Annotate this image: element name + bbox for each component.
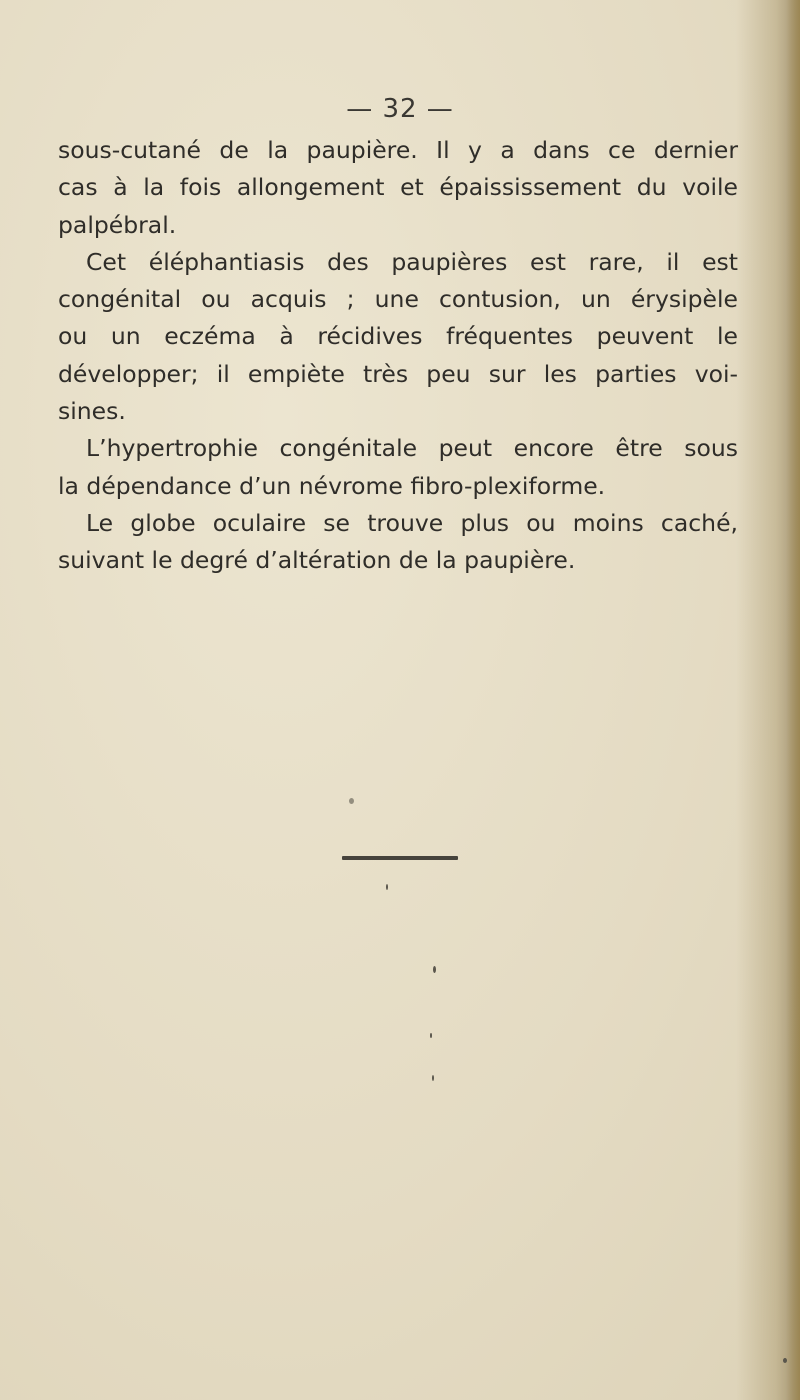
- text-line: L’hypertrophie congénitale peut encore être sous: [86, 434, 738, 463]
- ink-speck: [432, 1075, 434, 1081]
- text-line: Le globe oculaire se trouve plus ou moins caché,: [86, 508, 738, 537]
- text-line: développer; il empiète très peu sur les parties voi-: [58, 359, 738, 388]
- ink-speck: [433, 966, 436, 973]
- page-edge-stain: [786, 0, 800, 1400]
- ink-speck: [430, 1033, 432, 1038]
- ink-speck: [386, 884, 388, 890]
- text-line: la dépendance d’un névrome fibro-plexiforme.: [58, 471, 606, 500]
- section-end-rule: [342, 856, 458, 860]
- text-line: sines.: [58, 397, 126, 426]
- ink-speck: [349, 798, 354, 804]
- text-line: Cet éléphantiasis des paupières est rare, il est: [86, 247, 738, 276]
- page-number: — 32 —: [346, 94, 454, 124]
- text-line: congénital ou acquis ; une contusion, un érysipèle: [58, 285, 738, 314]
- ink-speck: [783, 1358, 787, 1363]
- text-line: ou un eczéma à récidives fréquentes peuvent le: [58, 322, 738, 351]
- text-line: suivant le degré d’altération de la paupière.: [58, 546, 576, 575]
- text-line: palpébral.: [58, 210, 177, 239]
- text-line: cas à la fois allongement et épaississement du voile: [58, 173, 738, 202]
- body-text: [58, 132, 738, 580]
- text-line: sous-cutané de la paupière. Il y a dans ce dernier: [58, 136, 738, 164]
